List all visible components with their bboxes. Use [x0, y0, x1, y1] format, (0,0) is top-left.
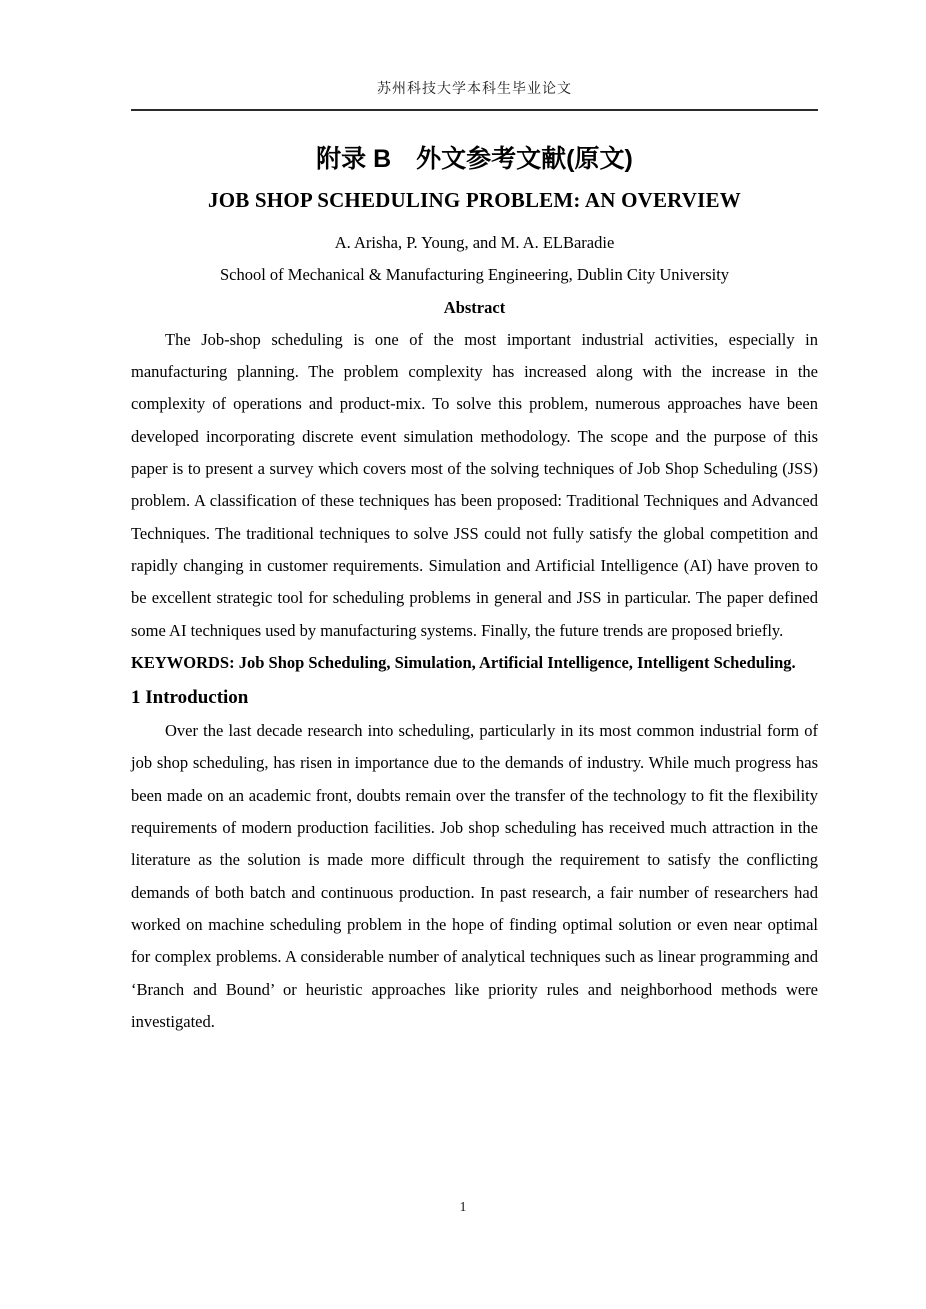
appendix-title: 附录 B 外文参考文献(原文) — [316, 145, 633, 173]
header-rule — [131, 109, 818, 111]
page-number: 1 — [459, 1200, 467, 1215]
paper-meta — [131, 227, 818, 324]
running-header: 苏州科技大学本科生毕业论文 — [377, 82, 572, 97]
authors-line: A. Arisha, P. Young, and M. A. ELBaradie — [334, 233, 615, 252]
introduction-heading: 1 Introduction — [131, 687, 249, 709]
affiliation-line: School of Mechanical & Manufacturing Engineering, Dublin City University — [219, 265, 730, 285]
introduction-paragraph: Over the last decade research into scheduling, particularly in its most common industrial form of job shop scheduling, has risen in importance due to the demands of industry. While much progress has been made on an academic front, doubts remain over the transfer of the technology to fit the flexibility requirements of modern production facilities. Job shop scheduling has received much attraction in the literature as the solution is made more difficult through the requirement to satisfy the conflicting demands of both batch and continuous production. In past research, a fair number of researchers had worked on machine scheduling problem in the hope of finding optimal solution or even near optimal for complex problems. A considerable number of analytical techniques such as linear programming and ‘Branch and Bound’ or heuristic approaches like priority rules and neighborhood methods were investigated. — [131, 721, 818, 1031]
abstract-heading: Abstract — [443, 297, 506, 317]
keywords-paragraph: KEYWORDS: Job Shop Scheduling, Simulation, Artificial Intelligence, Intelligent Scheduling. — [131, 652, 796, 672]
paper-title: JOB SHOP SCHEDULING PROBLEM: AN OVERVIEW — [208, 188, 741, 212]
abstract-paragraph: The Job-shop scheduling is one of the most important industrial activities, especially in manufacturing planning. The problem complexity has increased along with the increase in the complexity of operations and product-mix. To solve this problem, numerous approaches have been developed incorporating discrete event simulation methodology. The scope and the purpose of this paper is to present a survey which covers most of the solving techniques of Job Shop Scheduling (JSS) problem. A classification of these techniques has been proposed: Traditional Techniques and Advanced Techniques. The traditional techniques to solve JSS could not fully satisfy the global competition and rapidly changing in customer requirements. Simulation and Artificial Intelligence (AI) have proven to be excellent strategic tool for scheduling problems in general and JSS in particular. The paper defined some AI techniques used by manufacturing systems. Finally, the future trends are proposed briefly. — [131, 329, 818, 640]
